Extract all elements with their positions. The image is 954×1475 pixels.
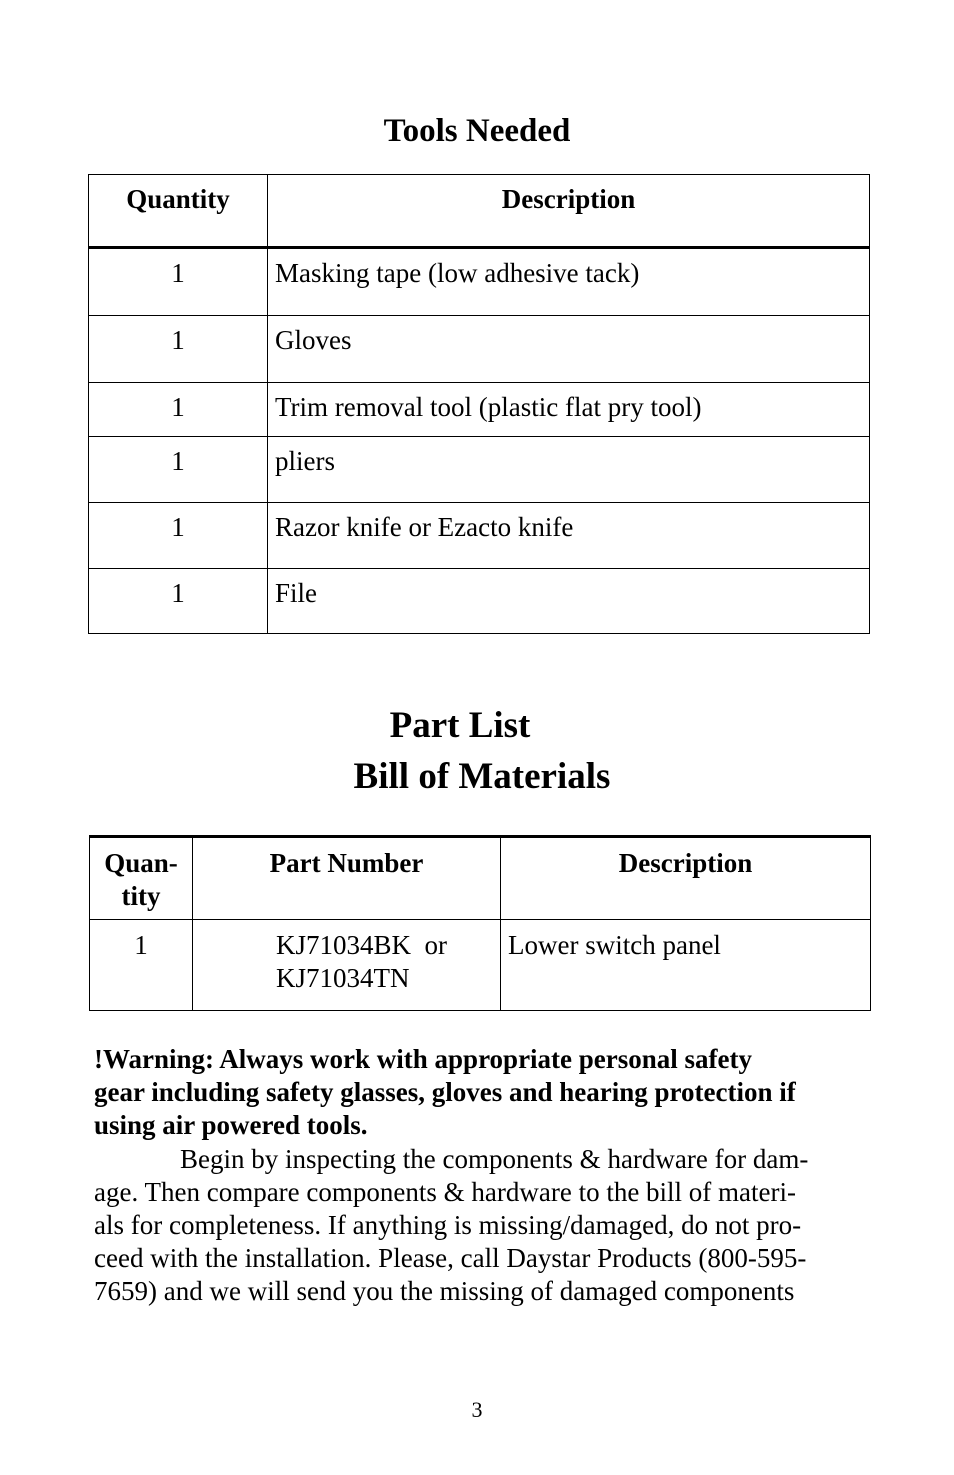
table-row [89, 248, 870, 316]
tools-header-description: Description [268, 175, 870, 248]
parts-table-header-row [90, 837, 871, 920]
paragraph-line-3: als for completeness. If anything is missing/damaged, do not pro- [94, 1210, 802, 1240]
table-row [89, 503, 870, 569]
parts-description-cell: Lower switch panel [501, 920, 871, 1011]
tools-description-cell: Razor knife or Ezacto knife [268, 503, 870, 569]
bill-of-materials-title: Bill of Materials [353, 756, 611, 797]
table-row [90, 920, 871, 1011]
tools-table-header-row [89, 175, 870, 248]
parts-header-description: Description [501, 837, 871, 920]
tools-description-cell: Gloves [268, 316, 870, 383]
paragraph-line-5: 7659) and we will send you the missing of damaged components [94, 1276, 795, 1306]
parts-header-quantity [90, 837, 193, 920]
safety-warning [94, 1043, 864, 1142]
parts-part-number-cell [193, 920, 501, 1011]
part-number-line-1: KJ71034BK or [276, 930, 448, 960]
parts-header-quantity-line-1: Quan- [104, 848, 178, 878]
table-row [89, 316, 870, 383]
parts-header-quantity-line-2: tity [121, 881, 161, 911]
tools-description-cell: Masking tape (low adhesive tack) [268, 248, 870, 316]
inspection-paragraph [94, 1143, 864, 1308]
tools-quantity-cell: 1 [89, 503, 268, 569]
tools-description-cell: File [268, 569, 870, 634]
part-list-title: Part List [389, 705, 531, 746]
parts-table [89, 835, 871, 1011]
warning-line-2: gear including safety glasses, gloves and hearing protection if [94, 1077, 796, 1107]
paragraph-line-2: age. Then compare components & hardware to the bill of materi- [94, 1177, 796, 1207]
tools-quantity-cell: 1 [89, 383, 268, 437]
table-row [89, 569, 870, 634]
tools-quantity-cell: 1 [89, 569, 268, 634]
table-row [89, 437, 870, 503]
warning-line-1: !Warning: Always work with appropriate personal safety [94, 1044, 753, 1074]
tools-header-quantity: Quantity [89, 175, 268, 248]
parts-header-part-number: Part Number [193, 837, 501, 920]
tools-quantity-cell: 1 [89, 316, 268, 383]
parts-quantity-cell: 1 [90, 920, 193, 1011]
table-row [89, 383, 870, 437]
part-number-line-2: KJ71034TN [276, 963, 410, 993]
page-number: 3 [471, 1397, 483, 1422]
paragraph-line-1: Begin by inspecting the components & hardware for dam- [180, 1144, 809, 1174]
tools-quantity-cell: 1 [89, 248, 268, 316]
tools-description-cell: Trim removal tool (plastic flat pry tool) [268, 383, 870, 437]
warning-line-3: using air powered tools. [94, 1110, 368, 1140]
tools-needed-title: Tools Needed [383, 113, 571, 149]
tools-quantity-cell: 1 [89, 437, 268, 503]
tools-description-cell: pliers [268, 437, 870, 503]
tools-table [88, 174, 870, 634]
paragraph-line-4: ceed with the installation. Please, call Daystar Products (800-595- [94, 1243, 807, 1273]
